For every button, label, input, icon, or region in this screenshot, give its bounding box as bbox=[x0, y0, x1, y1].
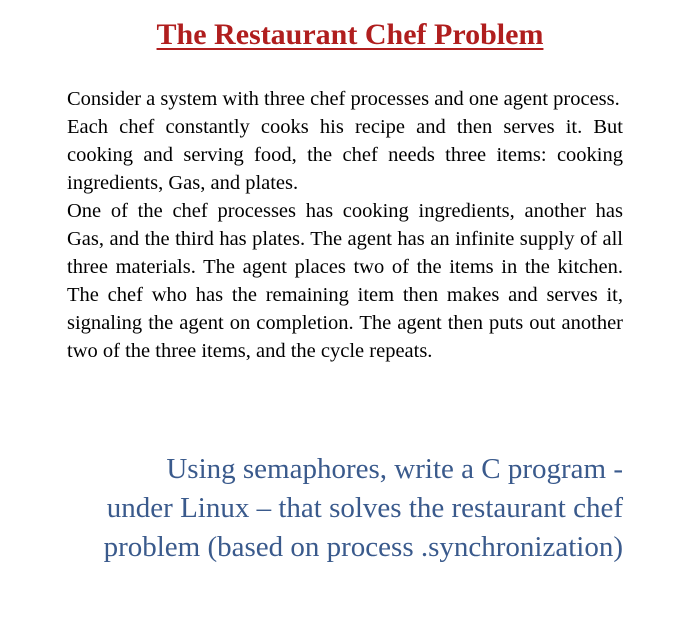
task-statement: Using semaphores, write a C program - under Linux – that solves the restaurant chef problem (based on process .synchronization) bbox=[103, 453, 623, 563]
problem-description bbox=[67, 85, 623, 365]
paragraph-chef-needs: Each chef constantly cooks his recipe and then serves it. But cooking and serving food, the chef needs three items: cooking ingredients, Gas, and plates. bbox=[67, 116, 623, 194]
document-title: The Restaurant Chef Problem bbox=[156, 18, 544, 51]
paragraph-intro: Consider a system with three chef processes and one agent process. bbox=[67, 88, 620, 110]
paragraph-agent: One of the chef processes has cooking ingredients, another has Gas, and the third has plates. The agent has an infinite supply of all three materials. The agent places two of the items in the kitchen. The chef who has the remaining item then makes and serves it, signaling the agent on completion. The agent then puts out another two of the three items, and the cycle repeats. bbox=[67, 200, 623, 362]
